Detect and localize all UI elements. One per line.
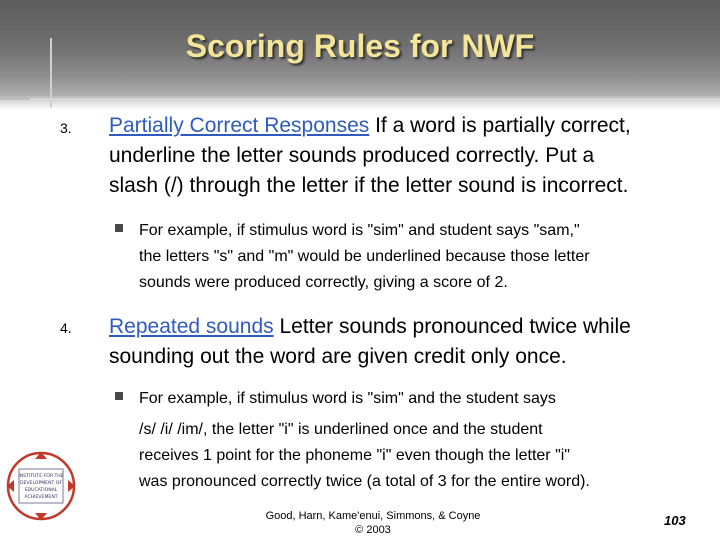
item-number: 4. (60, 320, 72, 336)
credit-year: © 2003 (355, 524, 391, 536)
header-horizontal-rule (30, 98, 720, 100)
credit-authors: Good, Harn, Kame'enui, Simmons, & Coyne (265, 510, 481, 522)
sub-line: sounds were produced correctly, giving a score of 2. (139, 274, 508, 291)
item-line-rest: Letter sounds pronounced twice while (273, 315, 631, 338)
item-line: slash (/) through the letter if the letter sound is incorrect. (109, 174, 629, 197)
logo-graphic (2, 447, 80, 525)
logo-text-line: DEVELOPMENT OF (19, 481, 63, 486)
sub-line: the letters "s" and "m" would be underlined because those letter (139, 248, 590, 265)
sub-line: was pronounced correctly twice (a total of 3 for the entire word). (139, 473, 590, 490)
credit-text (238, 509, 508, 537)
sub-line: receives 1 point for the phoneme "i" even though the letter "i" (139, 447, 570, 464)
slide-title: Scoring Rules for NWF (185, 28, 535, 64)
sub-bullet-text (139, 218, 704, 296)
sub-line: For example, if stimulus word is "sim" and the student says (139, 390, 556, 407)
item-heading-link[interactable]: Partially Correct Responses (109, 114, 370, 137)
bullet-icon (115, 392, 123, 400)
logo-text-line: ACHIEVEMENT (24, 495, 58, 500)
institute-logo-icon (2, 447, 80, 525)
page-number: 103 (664, 513, 686, 528)
item-main-text (109, 312, 709, 372)
item-main-text (109, 111, 709, 201)
bullet-icon (115, 224, 123, 232)
sub-bullet-text-continued (139, 417, 704, 495)
item-line-rest: If a word is partially correct, (369, 114, 631, 137)
item-line (109, 312, 709, 342)
item-line (109, 111, 709, 141)
item-line: sounding out the word are given credit only once. (109, 345, 567, 368)
sub-line: /s/ /i/ /im/, the letter "i" is underlined once and the student (139, 421, 543, 438)
item-number: 3. (60, 120, 72, 136)
logo-text-line: INSTITUTE FOR THE (18, 474, 64, 479)
item-line: underline the letter sounds produced correctly. Put a (109, 144, 595, 167)
item-heading-link[interactable]: Repeated sounds (109, 315, 274, 338)
sub-bullet-text (139, 383, 704, 415)
sub-line: For example, if stimulus word is "sim" and student says "sam," (139, 222, 580, 239)
logo-text-line: EDUCATIONAL (24, 488, 58, 493)
